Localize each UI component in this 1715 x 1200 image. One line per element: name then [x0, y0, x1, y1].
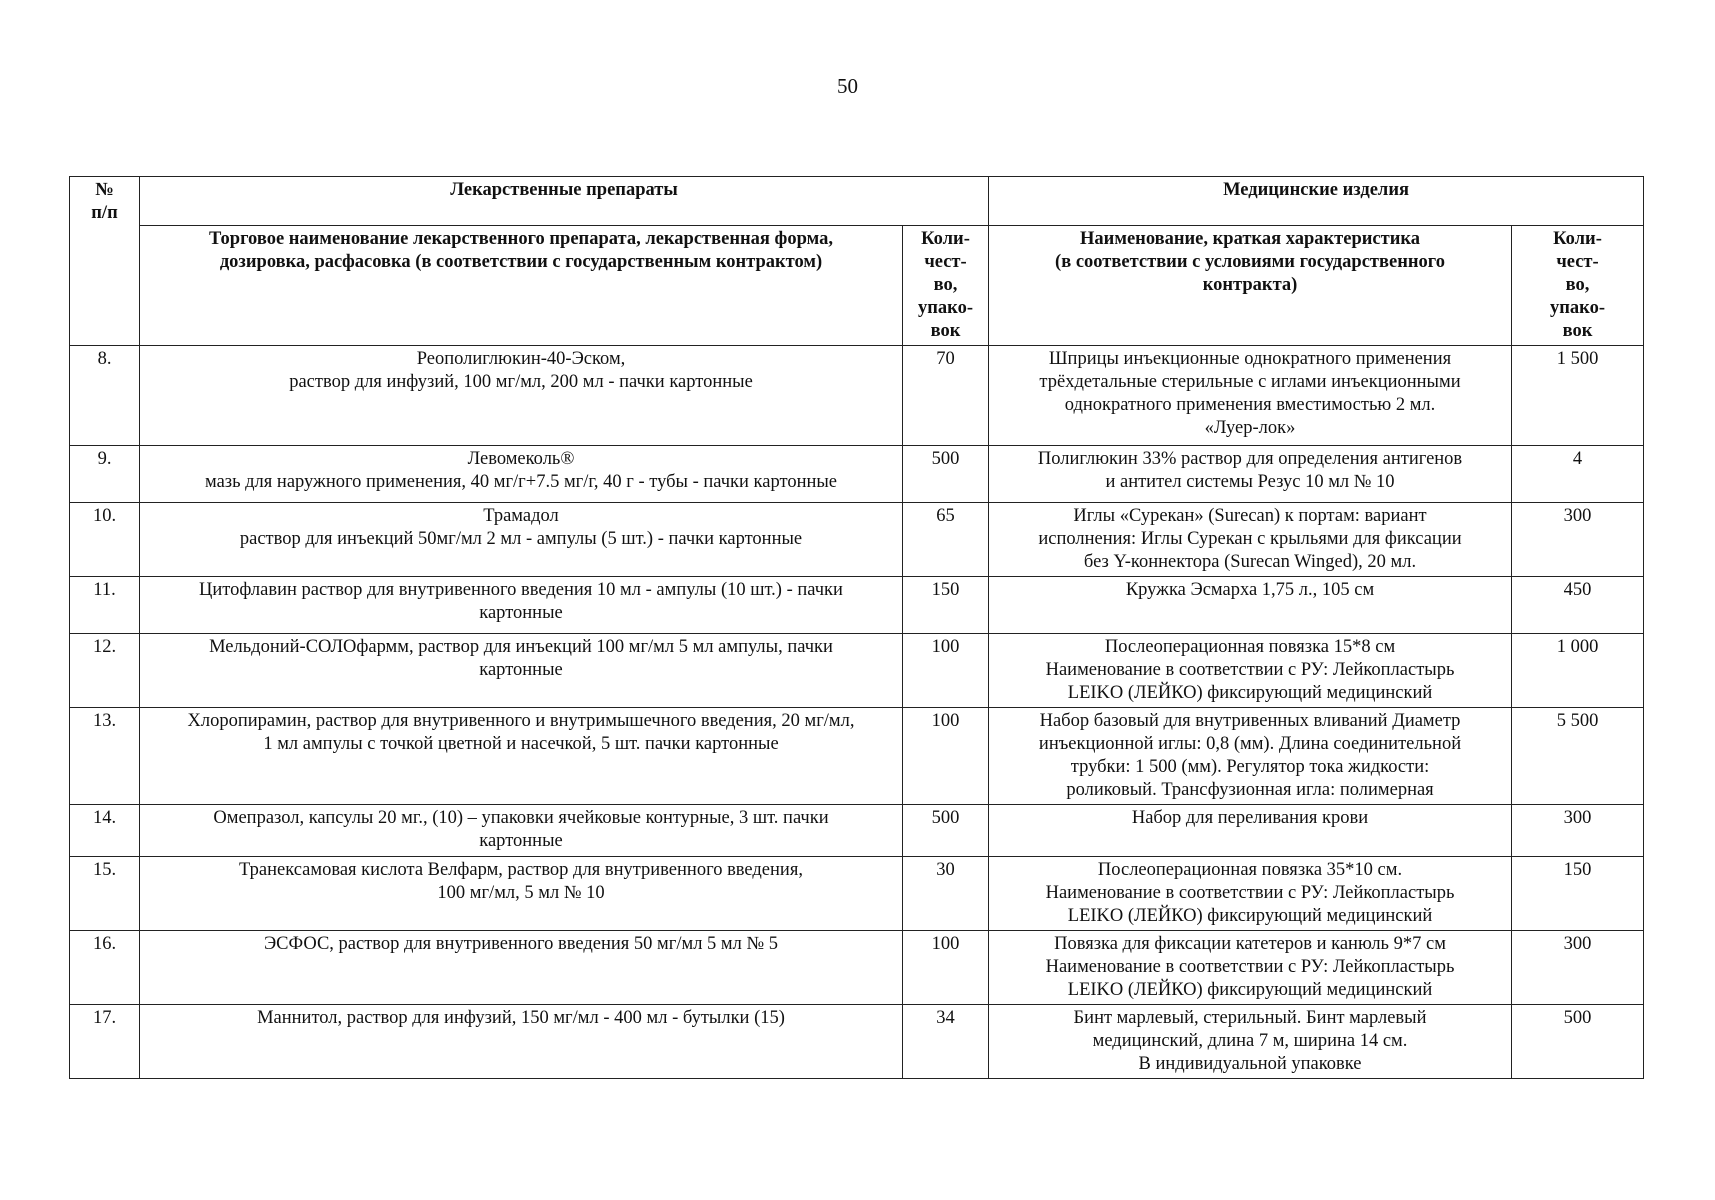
header-line: дозировка, расфасовка (в соответствии с государственным контрактом)	[219, 252, 823, 272]
cell-line: Хлоропирамин, раствор для внутривенного и внутримышечного введения, 20 мг/мл,	[187, 711, 855, 731]
header-num	[70, 177, 140, 346]
header-drugs-group: Лекарственные препараты	[140, 177, 989, 226]
cell-line: Трамадол	[483, 506, 559, 526]
cell-line: трёхдетальные стерильные с иглами инъекционными	[1039, 372, 1461, 392]
drug-quantity: 65	[903, 503, 989, 577]
cell-line: 1 мл ампулы с точкой цветной и насечкой, 5 шт. пачки картонные	[263, 734, 779, 754]
cell-line: Реополиглюкин-40-Эском,	[416, 349, 626, 369]
header-line: во,	[1565, 275, 1590, 295]
cell-line: Иглы «Сурекан» (Surecan) к портам: вариант	[1073, 506, 1427, 526]
cell-line: Омепразол, капсулы 20 мг., (10) – упаковки ячейковые контурные, 3 шт. пачки	[213, 808, 829, 828]
header-line: во,	[933, 275, 958, 295]
drug-quantity: 500	[903, 446, 989, 503]
header-num-line: п/п	[91, 203, 118, 223]
drug-name	[140, 857, 903, 931]
drug-name	[140, 708, 903, 805]
drug-quantity: 100	[903, 708, 989, 805]
drug-name	[140, 805, 903, 857]
cell-line: В индивидуальной упаковке	[1138, 1054, 1362, 1074]
table-row	[70, 446, 1644, 503]
cell-line: «Луер-лок»	[1204, 418, 1296, 438]
cell-line: LEIKO (ЛЕЙКО) фиксирующий медицинский	[1067, 980, 1433, 1000]
drug-name	[140, 931, 903, 1005]
device-quantity: 4	[1512, 446, 1644, 503]
drug-quantity: 100	[903, 634, 989, 708]
cell-line: Набор базовый для внутривенных вливаний Диаметр	[1039, 711, 1461, 731]
cell-line: роликовый. Трансфузионная игла: полимерная	[1066, 780, 1434, 800]
device-name	[989, 346, 1512, 446]
cell-line: Маннитол, раствор для инфузий, 150 мг/мл - 400 мл - бутылки (15)	[257, 1008, 785, 1028]
row-number: 10.	[70, 503, 140, 577]
header-drug-name	[140, 226, 903, 346]
page-number: 50	[837, 74, 858, 98]
device-name	[989, 805, 1512, 857]
device-quantity: 150	[1512, 857, 1644, 931]
header-line: Торговое наименование лекарственного препарата, лекарственная форма,	[209, 229, 833, 249]
drug-name	[140, 446, 903, 503]
cell-line: Послеоперационная повязка 35*10 см.	[1097, 860, 1403, 880]
cell-line: Наименование в соответствии с РУ: Лейкопластырь	[1045, 660, 1455, 680]
cell-line: Послеоперационная повязка 15*8 см	[1104, 637, 1396, 657]
header-line: вок	[930, 321, 961, 341]
cell-line: LEIKO (ЛЕЙКО) фиксирующий медицинский	[1067, 683, 1433, 703]
cell-line: медицинский, длина 7 м, ширина 14 см.	[1092, 1031, 1408, 1051]
table-row	[70, 577, 1644, 634]
header-num-line: №	[95, 180, 114, 200]
table-row	[70, 708, 1644, 805]
device-quantity: 1 000	[1512, 634, 1644, 708]
drug-quantity: 70	[903, 346, 989, 446]
table-row	[70, 634, 1644, 708]
header-group-row	[70, 177, 1644, 226]
header-line: чест-	[924, 252, 967, 272]
device-quantity: 300	[1512, 805, 1644, 857]
table-row	[70, 503, 1644, 577]
device-quantity: 300	[1512, 503, 1644, 577]
table-row	[70, 857, 1644, 931]
drug-quantity: 100	[903, 931, 989, 1005]
cell-line: Шприцы инъекционные однократного применения	[1048, 349, 1452, 369]
header-line: Наименование, краткая характеристика	[1080, 229, 1420, 249]
device-quantity: 500	[1512, 1005, 1644, 1079]
drug-quantity: 30	[903, 857, 989, 931]
header-line: контракта)	[1202, 275, 1298, 295]
header-device-name	[989, 226, 1512, 346]
table-row	[70, 346, 1644, 446]
cell-line: Наименование в соответствии с РУ: Лейкопластырь	[1045, 883, 1455, 903]
row-number: 11.	[70, 577, 140, 634]
cell-line: Кружка Эсмарха 1,75 л., 105 см	[1125, 580, 1375, 600]
device-quantity: 1 500	[1512, 346, 1644, 446]
cell-line: LEIKO (ЛЕЙКО) фиксирующий медицинский	[1067, 906, 1433, 926]
table-row	[70, 805, 1644, 857]
cell-line: картонные	[479, 831, 563, 851]
row-number: 13.	[70, 708, 140, 805]
cell-line: инъекционной иглы: 0,8 (мм). Длина соединительной	[1038, 734, 1462, 754]
header-sub-row	[70, 226, 1644, 346]
drug-quantity: 500	[903, 805, 989, 857]
row-number: 15.	[70, 857, 140, 931]
row-number: 9.	[70, 446, 140, 503]
header-line: чест-	[1556, 252, 1599, 272]
device-name	[989, 634, 1512, 708]
header-line: упако-	[1550, 298, 1606, 318]
cell-line: Мельдоний-СОЛОфармм, раствор для инъекций 100 мг/мл 5 мл ампулы, пачки	[209, 637, 833, 657]
cell-line: раствор для инфузий, 100 мг/мл, 200 мл - пачки картонные	[289, 372, 753, 392]
device-quantity: 450	[1512, 577, 1644, 634]
drug-quantity: 34	[903, 1005, 989, 1079]
device-quantity: 300	[1512, 931, 1644, 1005]
cell-line: и антител системы Резус 10 мл № 10	[1105, 472, 1395, 492]
cell-line: раствор для инъекций 50мг/мл 2 мл - ампулы (5 шт.) - пачки картонные	[239, 529, 803, 549]
row-number: 16.	[70, 931, 140, 1005]
cell-line: Левомеколь®	[467, 449, 575, 469]
device-name	[989, 503, 1512, 577]
drug-name	[140, 503, 903, 577]
device-quantity: 5 500	[1512, 708, 1644, 805]
cell-line: Повязка для фиксации катетеров и канюль 9*7 см	[1054, 934, 1446, 954]
header-devices-group: Медицинские изделия	[989, 177, 1644, 226]
row-number: 8.	[70, 346, 140, 446]
cell-line: мазь для наружного применения, 40 мг/г+7.5 мг/г, 40 г - тубы - пачки картонные	[204, 472, 838, 492]
header-line: упако-	[918, 298, 973, 318]
cell-line: Бинт марлевый, стерильный. Бинт марлевый	[1073, 1008, 1427, 1028]
device-name	[989, 857, 1512, 931]
cell-line: Наименование в соответствии с РУ: Лейкопластырь	[1045, 957, 1455, 977]
cell-line: 100 мг/мл, 5 мл № 10	[437, 883, 605, 903]
row-number: 12.	[70, 634, 140, 708]
supplies-table	[69, 176, 1644, 1079]
drug-name	[140, 1005, 903, 1079]
drug-name	[140, 577, 903, 634]
cell-line: трубки: 1 500 (мм). Регулятор тока жидкости:	[1070, 757, 1430, 777]
table-row	[70, 931, 1644, 1005]
row-number: 17.	[70, 1005, 140, 1079]
cell-line: однократного применения вместимостью 2 мл.	[1064, 395, 1436, 415]
drug-quantity: 150	[903, 577, 989, 634]
header-device-qty	[1512, 226, 1644, 346]
device-name	[989, 1005, 1512, 1079]
cell-line: картонные	[479, 603, 563, 623]
header-line: Коли-	[921, 229, 970, 249]
device-name	[989, 446, 1512, 503]
cell-line: без Y-коннектора (Surecan Winged), 20 мл.	[1083, 552, 1417, 572]
cell-line: исполнения: Иглы Сурекан с крыльями для фиксации	[1038, 529, 1462, 549]
table-row	[70, 1005, 1644, 1079]
drug-name	[140, 634, 903, 708]
cell-line: Набор для переливания крови	[1131, 808, 1369, 828]
device-name	[989, 577, 1512, 634]
header-line: (в соответствии с условиями государственного	[1055, 252, 1445, 272]
cell-line: Полиглюкин 33% раствор для определения антигенов	[1037, 449, 1463, 469]
row-number: 14.	[70, 805, 140, 857]
device-name	[989, 931, 1512, 1005]
cell-line: Цитофлавин раствор для внутривенного введения 10 мл - ампулы (10 шт.) - пачки	[199, 580, 843, 600]
header-drug-qty	[903, 226, 989, 346]
device-name	[989, 708, 1512, 805]
cell-line: ЭСФОС, раствор для внутривенного введения 50 мг/мл 5 мл № 5	[263, 934, 779, 954]
cell-line: картонные	[479, 660, 563, 680]
table-body	[70, 346, 1644, 1079]
drug-name	[140, 346, 903, 446]
header-line: вок	[1562, 321, 1593, 341]
cell-line: Транексамовая кислота Велфарм, раствор для внутривенного введения,	[239, 860, 803, 880]
header-line: Коли-	[1553, 229, 1602, 249]
